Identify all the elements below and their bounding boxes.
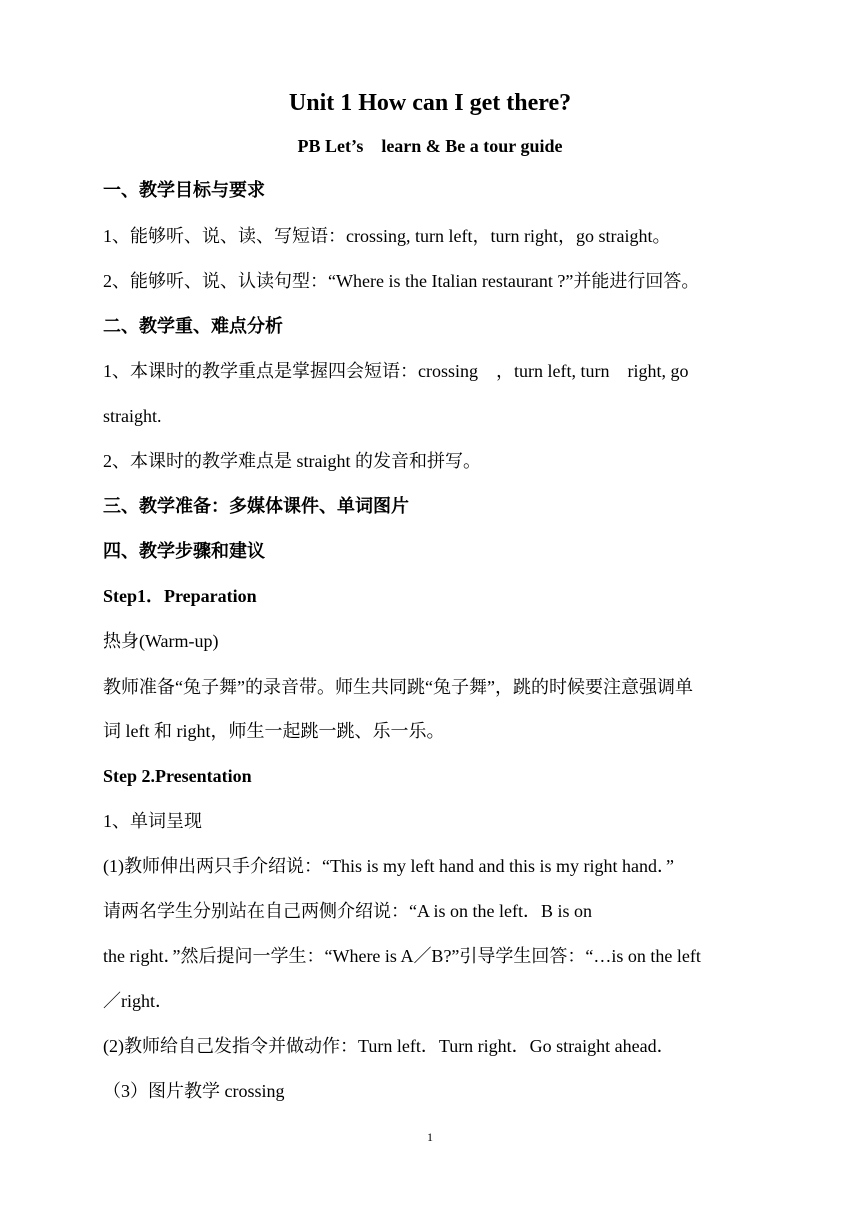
page-number: 1 (427, 1130, 433, 1144)
step-1-heading: Step1．Preparation (103, 586, 257, 606)
warm-up-text-1: 教师准备“兔子舞”的录音带。师生共同跳“兔子舞”，跳的时候要注意强调单 (103, 677, 693, 697)
key-point-item-1: 1、本课时的教学重点是掌握四会短语：crossing ，turn left, turn right, go (103, 361, 689, 381)
key-point-item-1-cont: straight. (103, 406, 162, 426)
presentation-text-5: (2)教师给自己发指令并做动作：Turn left．Turn right．Go straight ahead． (103, 1036, 675, 1056)
presentation-text-3: the right．”然后提问一学生：“Where is A／B?”引导学生回答：“…is on the left (103, 946, 701, 966)
warm-up-text-2: 词 left 和 right，师生一起跳一跳、乐一乐。 (103, 721, 445, 741)
goal-item-2: 2、能够听、说、认读句型：“Where is the Italian restaurant ?”并能进行回答。 (103, 271, 700, 291)
presentation-text-1: (1)教师伸出两只手介绍说：“This is my left hand and this is my right hand．” (103, 856, 674, 876)
presentation-text-6: （3）图片教学 crossing (103, 1081, 285, 1101)
section-heading-goals: 一、教学目标与要求 (103, 180, 265, 200)
document-title: Unit 1 How can I get there? (288, 90, 572, 116)
section-heading-key-points: 二、教学重、难点分析 (103, 316, 283, 336)
section-heading-preparation: 三、教学准备：多媒体课件、单词图片 (103, 496, 409, 516)
key-point-item-2: 2、本课时的教学难点是 straight 的发音和拼写。 (103, 451, 481, 471)
section-heading-steps: 四、教学步骤和建议 (103, 541, 265, 561)
goal-item-1: 1、能够听、说、读、写短语：crossing, turn left，turn right，go straight。 (103, 226, 671, 246)
step-2-heading: Step 2.Presentation (103, 766, 252, 786)
vocab-presentation-label: 1、单词呈现 (103, 811, 202, 831)
warm-up-label: 热身(Warm-up) (103, 631, 219, 651)
presentation-text-4: ／right． (103, 991, 173, 1011)
document-subtitle: PB Let’s learn & Be a tour guide (297, 136, 563, 156)
presentation-text-2: 请两名学生分别站在自己两侧介绍说：“A is on the left．B is on (103, 901, 592, 921)
